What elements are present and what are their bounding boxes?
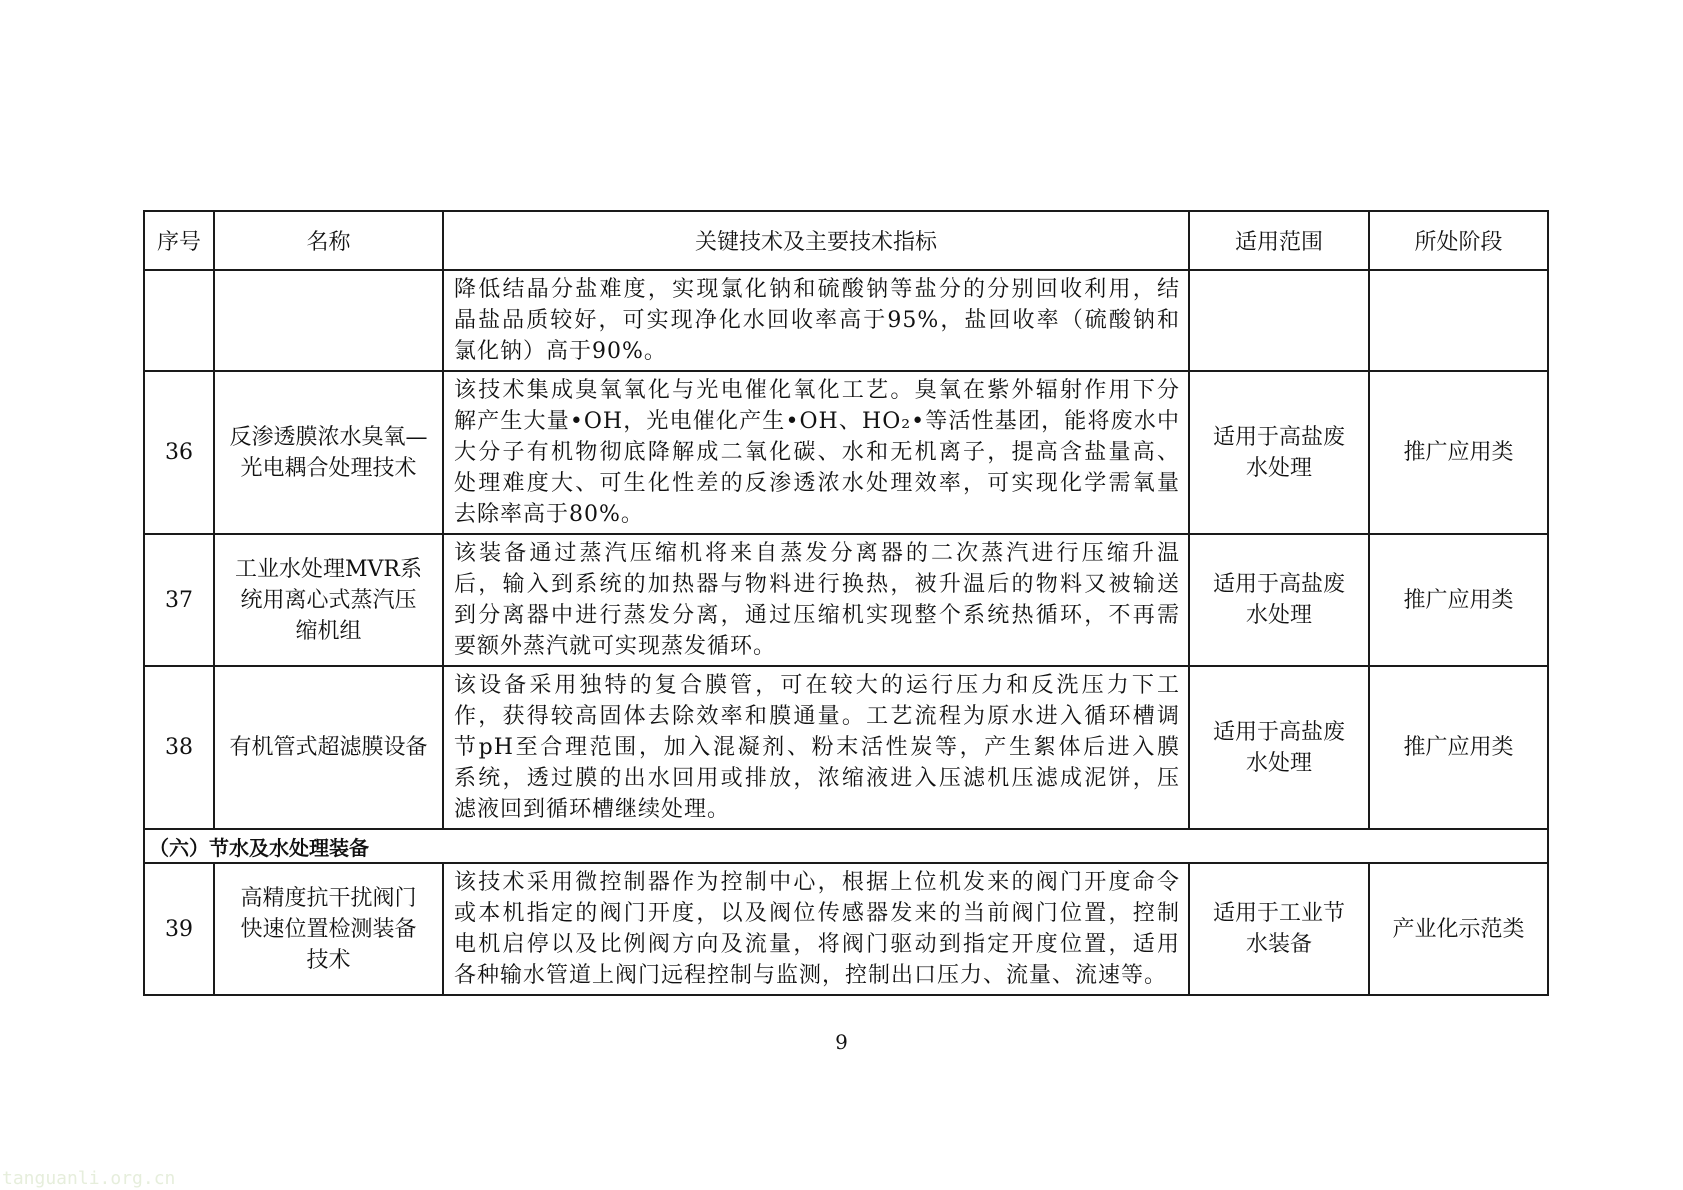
stage: 推广应用类 xyxy=(1369,371,1548,534)
scope-line: 适用于高盐废 xyxy=(1212,424,1345,450)
tech-name xyxy=(214,534,443,666)
tech-name-line: 统用离心式蒸汽压 xyxy=(240,587,417,613)
table-row xyxy=(144,270,1548,371)
scope-line: 水处理 xyxy=(1245,603,1312,628)
table-row xyxy=(144,666,1548,829)
tech-name xyxy=(214,666,443,829)
section-title: （六）节水及水处理装备 xyxy=(144,829,1548,863)
header-stage: 所处阶段 xyxy=(1369,211,1548,270)
tech-name-line: 工业水处理MVR系 xyxy=(235,556,422,582)
scope-line: 水装备 xyxy=(1245,932,1312,957)
stage: 产业化示范类 xyxy=(1369,863,1548,995)
description-line: 去除率高于80%。 xyxy=(454,502,644,527)
header-key-tech: 关键技术及主要技术指标 xyxy=(443,211,1189,270)
header-scope: 适用范围 xyxy=(1189,211,1369,270)
row-number: 36 xyxy=(144,371,214,534)
description-line: 系统，透过膜的出水回用或排放，浓缩液进入压滤机压滤成泥饼，压 xyxy=(454,766,1180,791)
application-scope xyxy=(1189,666,1369,829)
application-scope xyxy=(1189,534,1369,666)
header-no: 序号 xyxy=(144,211,214,270)
table-body xyxy=(144,270,1548,995)
description-line: 作，获得较高固体去除效率和膜通量。工艺流程为原水进入循环槽调 xyxy=(454,704,1180,729)
scope-line: 适用于高盐废 xyxy=(1212,572,1345,597)
tech-description xyxy=(443,863,1189,995)
tech-name-line: 技术 xyxy=(306,947,351,973)
application-scope xyxy=(1189,270,1369,371)
row-number xyxy=(144,270,214,371)
tech-name-line: 缩机组 xyxy=(295,618,362,644)
table-row xyxy=(144,534,1548,666)
description-line: 该技术采用微控制器作为控制中心，根据上位机发来的阀门开度命令 xyxy=(454,870,1180,895)
tech-name-line: 有机管式超滤膜设备 xyxy=(229,735,428,760)
scope-line: 适用于高盐废 xyxy=(1212,719,1345,745)
tech-name-line: 反渗透膜浓水臭氧— xyxy=(229,424,428,450)
description-line: 到分离器中进行蒸发分离，通过压缩机实现整个系统热循环，不再需 xyxy=(454,603,1180,628)
row-number: 38 xyxy=(144,666,214,829)
description-line: 电机启停以及比例阀方向及流量，将阀门驱动到指定开度位置，适用 xyxy=(454,932,1180,957)
row-number: 39 xyxy=(144,863,214,995)
row-number: 37 xyxy=(144,534,214,666)
tech-name-line: 高精度抗干扰阀门 xyxy=(240,885,417,911)
tech-name xyxy=(214,270,443,371)
description-line: 大分子有机物彻底降解成二氧化碳、水和无机离子，提高含盐量高、 xyxy=(454,440,1180,465)
tech-description xyxy=(443,666,1189,829)
application-scope xyxy=(1189,371,1369,534)
scope-line: 水处理 xyxy=(1245,750,1312,776)
tech-description xyxy=(443,534,1189,666)
description-line: 各种输水管道上阀门远程控制与监测，控制出口压力、流量、流速等。 xyxy=(454,963,1168,988)
tech-name xyxy=(214,863,443,995)
description-line: 要额外蒸汽就可实现蒸发循环。 xyxy=(454,634,777,659)
table-header-row xyxy=(144,211,1548,270)
description-line: 或本机指定的阀门开度，以及阀位传感器发来的当前阀门位置，控制 xyxy=(454,901,1180,926)
description-line: 该技术集成臭氧氧化与光电催化氧化工艺。臭氧在紫外辐射作用下分 xyxy=(454,378,1180,403)
description-line: 该装备通过蒸汽压缩机将来自蒸发分离器的二次蒸汽进行压缩升温 xyxy=(454,541,1180,566)
description-line: 滤液回到循环槽继续处理。 xyxy=(454,797,731,822)
description-line: 该设备采用独特的复合膜管，可在较大的运行压力和反洗压力下工 xyxy=(454,673,1180,698)
description-line: 降低结晶分盐难度，实现氯化钠和硫酸钠等盐分的分别回收利用，结 xyxy=(454,277,1180,302)
scope-line: 水处理 xyxy=(1245,455,1312,481)
section-row xyxy=(144,829,1548,863)
stage: 推广应用类 xyxy=(1369,534,1548,666)
description-line: 晶盐品质较好，可实现净化水回收率高于95%，盐回收率（硫酸钠和 xyxy=(454,308,1180,333)
page-number: 9 xyxy=(835,1030,848,1054)
stage: 推广应用类 xyxy=(1369,666,1548,829)
scope-line: 适用于工业节 xyxy=(1212,901,1345,926)
table-row xyxy=(144,863,1548,995)
application-scope xyxy=(1189,863,1369,995)
description-line: 处理难度大、可生化性差的反渗透浓水处理效率，可实现化学需氧量 xyxy=(454,471,1180,496)
technology-table xyxy=(143,210,1549,996)
tech-description xyxy=(443,270,1189,371)
header-name: 名称 xyxy=(214,211,443,270)
tech-name-line: 快速位置检测装备 xyxy=(240,916,417,942)
tech-name-line: 光电耦合处理技术 xyxy=(240,455,417,481)
tech-name xyxy=(214,371,443,534)
description-line: 氯化钠）高于90%。 xyxy=(454,339,667,364)
description-line: 解产生大量•OH，光电催化产生•OH、HO₂•等活性基团，能将废水中 xyxy=(454,409,1180,434)
tech-description xyxy=(443,371,1189,534)
description-line: 节pH至合理范围，加入混凝剂、粉末活性炭等，产生絮体后进入膜 xyxy=(454,735,1180,760)
stage xyxy=(1369,270,1548,371)
description-line: 后，输入到系统的加热器与物料进行换热，被升温后的物料又被输送 xyxy=(454,572,1180,597)
watermark: tanguanli.org.cn xyxy=(2,1168,176,1189)
table-row xyxy=(144,371,1548,534)
